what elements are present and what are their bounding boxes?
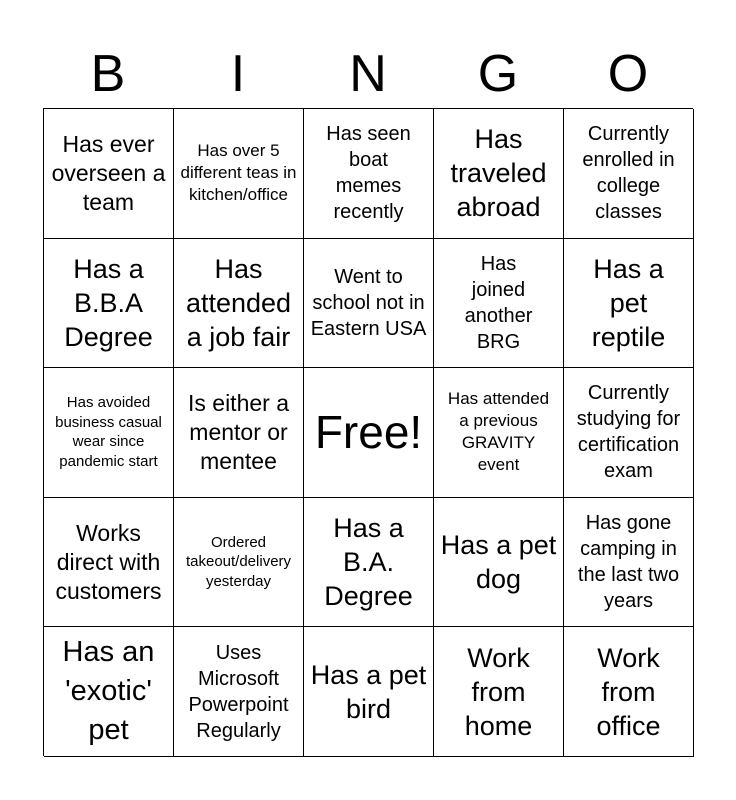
header-letter-b: B <box>90 45 126 103</box>
cell-text: Ordered takeout/delivery yesterday <box>185 533 292 590</box>
bingo-cell[interactable] <box>564 627 694 757</box>
cell-text: Works direct with customers <box>55 519 162 604</box>
bingo-cell[interactable] <box>434 627 564 757</box>
bingo-cell[interactable] <box>564 109 694 239</box>
cell-text: Currently enrolled in college classes <box>582 123 675 224</box>
cell-text: Has attended a job fair <box>185 253 292 352</box>
bingo-cell[interactable] <box>434 498 564 628</box>
cell-text: Has ever overseen a team <box>51 130 166 215</box>
cell-text: Has joined another BRG <box>464 252 533 353</box>
cell-text: Has a pet dog <box>440 530 557 595</box>
header-letter-i: I <box>230 45 246 103</box>
free-space-cell[interactable] <box>304 368 434 498</box>
bingo-cell[interactable] <box>174 239 304 369</box>
bingo-cell[interactable] <box>304 239 434 369</box>
bingo-cell[interactable] <box>174 109 304 239</box>
bingo-cell[interactable] <box>44 627 174 757</box>
bingo-cell[interactable] <box>44 239 174 369</box>
cell-text: Has a pet reptile <box>591 253 666 352</box>
cell-text: Has an 'exotic' pet <box>62 636 155 747</box>
cell-text: Has avoided business casual wear since pandemic start <box>55 394 162 470</box>
bingo-cell[interactable] <box>174 368 304 498</box>
bingo-cell[interactable] <box>564 368 694 498</box>
bingo-cell[interactable] <box>174 627 304 757</box>
cell-text: Has a B.B.A Degree <box>64 253 153 352</box>
header-letter-n: N <box>349 45 387 103</box>
bingo-cell[interactable] <box>304 109 434 239</box>
cell-text: Has a pet bird <box>310 659 427 724</box>
cell-text: Uses Microsoft Powerpoint Regularly <box>188 641 289 742</box>
cell-text: Has over 5 different teas in kitchen/office <box>180 141 297 205</box>
bingo-cell[interactable] <box>304 627 434 757</box>
cell-text: Went to school not in Eastern USA <box>310 265 427 340</box>
bingo-grid <box>43 108 693 756</box>
bingo-cell[interactable] <box>564 239 694 369</box>
header-letter-g: G <box>477 45 519 103</box>
cell-text: Has a B.A. Degree <box>324 513 413 612</box>
bingo-header <box>43 40 693 108</box>
cell-text: Work from home <box>464 642 533 741</box>
bingo-cell[interactable] <box>44 368 174 498</box>
bingo-cell[interactable] <box>44 498 174 628</box>
header-letter-o: O <box>607 45 649 103</box>
cell-text: Has attended a previous GRAVITY event <box>447 389 550 475</box>
cell-text: Has gone camping in the last two years <box>577 512 680 613</box>
cell-text: Has seen boat memes recently <box>326 123 411 224</box>
cell-text: Work from office <box>596 642 661 741</box>
cell-text: Has traveled abroad <box>450 124 547 223</box>
free-space-text: Free! <box>314 406 423 459</box>
bingo-cell[interactable] <box>434 368 564 498</box>
bingo-cell[interactable] <box>434 239 564 369</box>
bingo-cell[interactable] <box>304 498 434 628</box>
bingo-cell[interactable] <box>564 498 694 628</box>
bingo-cell[interactable] <box>174 498 304 628</box>
cell-text: Currently studying for certification exam <box>576 382 681 483</box>
bingo-cell[interactable] <box>434 109 564 239</box>
cell-text: Is either a mentor or mentee <box>188 389 289 474</box>
bingo-cell[interactable] <box>44 109 174 239</box>
